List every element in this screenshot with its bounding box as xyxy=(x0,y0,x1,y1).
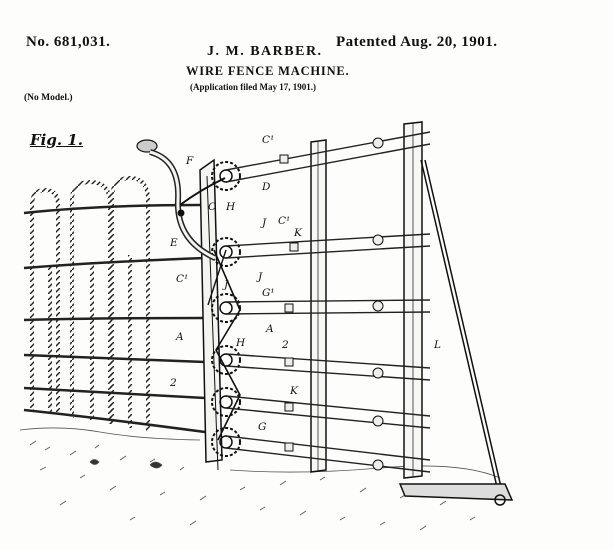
ref-c1-mid: C¹ xyxy=(278,215,291,227)
ref-j3: J xyxy=(258,271,263,283)
ref-c1-left: C¹ xyxy=(176,273,189,285)
ref-h-top: H xyxy=(226,201,236,213)
ref-f: F xyxy=(186,155,194,167)
model-note: (No Model.) xyxy=(24,93,73,103)
wire-connectors xyxy=(280,138,383,470)
line-wires xyxy=(226,132,430,472)
ref-a-left: A xyxy=(176,331,184,343)
ref-k-top: K xyxy=(294,227,302,239)
ref-h-mid: H xyxy=(236,337,246,349)
ref-e: E xyxy=(170,237,178,249)
ref-a-right: A xyxy=(266,323,274,335)
ref-d: D xyxy=(262,181,271,193)
inventor-name: J. M. BARBER. xyxy=(207,44,323,59)
patent-date: Patented Aug. 20, 1901. xyxy=(336,34,498,50)
ref-c: C xyxy=(208,201,217,213)
ref-k-bottom: K xyxy=(290,385,298,397)
figure-label: Fig. 1. xyxy=(30,131,83,149)
ref-two-right: 2 xyxy=(282,339,289,351)
ref-j2: J xyxy=(224,279,229,291)
patent-title: WIRE FENCE MACHINE. xyxy=(186,64,350,78)
ref-c1-top: C¹ xyxy=(262,134,275,146)
ref-g: G xyxy=(258,421,267,433)
patent-number: No. 681,031. xyxy=(26,34,111,50)
fence-post-front xyxy=(311,140,326,472)
ref-g1: G¹ xyxy=(262,287,275,299)
ref-two-left: 2 xyxy=(170,377,177,389)
ref-l: L xyxy=(434,339,441,351)
ground-hatching xyxy=(20,428,500,530)
filing-date: (Application filed May 17, 1901.) xyxy=(190,82,316,92)
ref-j1: J xyxy=(262,217,267,229)
